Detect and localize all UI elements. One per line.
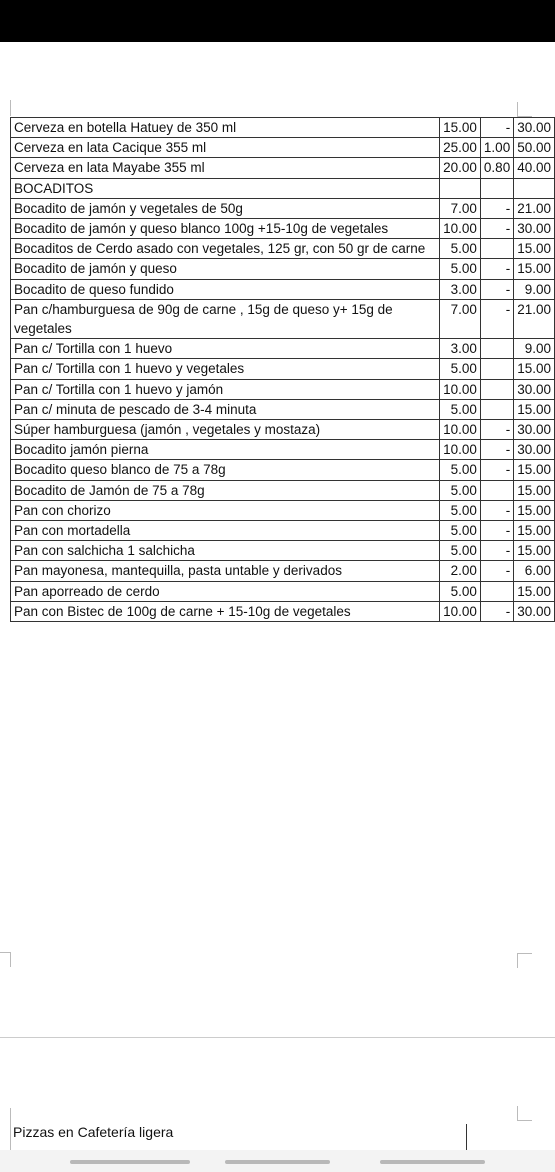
- item-description: Cerveza en botella Hatuey de 350 ml: [11, 118, 440, 138]
- middle-value: [480, 339, 513, 359]
- middle-value: -: [480, 198, 513, 218]
- unit-price: 7.00: [440, 198, 481, 218]
- middle-value: -: [480, 259, 513, 279]
- page-margin-marker: [0, 100, 11, 116]
- middle-value: [480, 178, 513, 198]
- unit-price: 5.00: [440, 399, 481, 419]
- next-page-title: Pizzas en Cafetería ligera: [13, 1124, 174, 1140]
- total-price: 15.00: [514, 259, 555, 279]
- table-row: [11, 158, 555, 178]
- unit-price: 25.00: [440, 138, 481, 158]
- table-row: [11, 601, 555, 621]
- unit-price: 5.00: [440, 239, 481, 259]
- total-price: 30.00: [514, 440, 555, 460]
- table-row: [11, 138, 555, 158]
- unit-price: 10.00: [440, 379, 481, 399]
- table-row: [11, 521, 555, 541]
- item-description: Pan c/ Tortilla con 1 huevo y vegetales: [11, 359, 440, 379]
- table-row: [11, 219, 555, 239]
- middle-value: -: [480, 601, 513, 621]
- item-description: Pan c/hamburguesa de 90g de carne , 15g de queso y+ 15g de vegetales: [11, 299, 440, 338]
- item-description: Pan c/ minuta de pescado de 3-4 minuta: [11, 399, 440, 419]
- table-row: [11, 399, 555, 419]
- table-row: [11, 259, 555, 279]
- middle-value: -: [480, 420, 513, 440]
- unit-price: 5.00: [440, 460, 481, 480]
- item-description: BOCADITOS: [11, 178, 440, 198]
- total-price: 9.00: [514, 279, 555, 299]
- total-price: 30.00: [514, 379, 555, 399]
- unit-price: 7.00: [440, 299, 481, 338]
- item-description: Cerveza en lata Mayabe 355 ml: [11, 158, 440, 178]
- middle-value: -: [480, 219, 513, 239]
- unit-price: 5.00: [440, 359, 481, 379]
- middle-value: -: [480, 440, 513, 460]
- middle-value: 1.00: [480, 138, 513, 158]
- item-description: Bocadito de jamón y queso blanco 100g +15-10g de vegetales: [11, 219, 440, 239]
- unit-price: 20.00: [440, 158, 481, 178]
- table-row: [11, 379, 555, 399]
- middle-value: -: [480, 460, 513, 480]
- item-description: Pan c/ Tortilla con 1 huevo y jamón: [11, 379, 440, 399]
- table-row: [11, 279, 555, 299]
- table-row: [11, 198, 555, 218]
- table-row: [11, 118, 555, 138]
- unit-price: 5.00: [440, 541, 481, 561]
- middle-value: [480, 379, 513, 399]
- page-margin-marker: [10, 1108, 11, 1150]
- unit-price: 3.00: [440, 339, 481, 359]
- unit-price: 5.00: [440, 581, 481, 601]
- item-description: Bocadito de jamón y queso: [11, 259, 440, 279]
- item-description: Pan aporreado de cerdo: [11, 581, 440, 601]
- middle-value: -: [480, 299, 513, 338]
- table-row: [11, 480, 555, 500]
- table-row: [11, 339, 555, 359]
- middle-value: [480, 581, 513, 601]
- total-price: 6.00: [514, 561, 555, 581]
- table-row: [11, 561, 555, 581]
- total-price: 50.00: [514, 138, 555, 158]
- total-price: 30.00: [514, 219, 555, 239]
- item-description: Bocaditos de Cerdo asado con vegetales, 125 gr, con 50 gr de carne: [11, 239, 440, 259]
- unit-price: 5.00: [440, 521, 481, 541]
- middle-value: -: [480, 118, 513, 138]
- total-price: 15.00: [514, 460, 555, 480]
- item-description: Cerveza en lata Cacique 355 ml: [11, 138, 440, 158]
- total-price: 30.00: [514, 420, 555, 440]
- unit-price: 2.00: [440, 561, 481, 581]
- total-price: 15.00: [514, 480, 555, 500]
- total-price: 9.00: [514, 339, 555, 359]
- total-price: 21.00: [514, 198, 555, 218]
- table-row: [11, 440, 555, 460]
- table-row: [11, 420, 555, 440]
- middle-value: [480, 359, 513, 379]
- table-row: [11, 359, 555, 379]
- unit-price: 15.00: [440, 118, 481, 138]
- total-price: 30.00: [514, 118, 555, 138]
- middle-value: [480, 239, 513, 259]
- item-description: Bocadito de Jamón de 75 a 78g: [11, 480, 440, 500]
- item-description: Bocadito de jamón y vegetales de 50g: [11, 198, 440, 218]
- table-border-fragment: [466, 1124, 467, 1152]
- unit-price: [440, 178, 481, 198]
- total-price: 15.00: [514, 541, 555, 561]
- total-price: 15.00: [514, 359, 555, 379]
- middle-value: -: [480, 521, 513, 541]
- table-row: [11, 500, 555, 520]
- item-description: Bocadito jamón pierna: [11, 440, 440, 460]
- total-price: 30.00: [514, 601, 555, 621]
- table-row: [11, 239, 555, 259]
- scroll-indicator: [380, 1160, 485, 1164]
- unit-price: 10.00: [440, 219, 481, 239]
- page-margin-marker: [517, 102, 532, 117]
- table-row: [11, 178, 555, 198]
- item-description: Bocadito queso blanco de 75 a 78g: [11, 460, 440, 480]
- middle-value: -: [480, 279, 513, 299]
- middle-value: [480, 480, 513, 500]
- table-row: [11, 581, 555, 601]
- unit-price: 5.00: [440, 500, 481, 520]
- item-description: Pan c/ Tortilla con 1 huevo: [11, 339, 440, 359]
- unit-price: 10.00: [440, 440, 481, 460]
- total-price: 40.00: [514, 158, 555, 178]
- middle-value: -: [480, 500, 513, 520]
- item-description: Súper hamburguesa (jamón , vegetales y mostaza): [11, 420, 440, 440]
- scroll-indicator: [225, 1160, 330, 1164]
- item-description: Pan con mortadella: [11, 521, 440, 541]
- page-margin-marker: [0, 952, 11, 967]
- item-description: Pan con Bistec de 100g de carne + 15-10g de vegetales: [11, 601, 440, 621]
- total-price: 15.00: [514, 399, 555, 419]
- price-table: [10, 117, 555, 622]
- middle-value: [480, 399, 513, 419]
- table-row: [11, 299, 555, 338]
- item-description: Pan con chorizo: [11, 500, 440, 520]
- next-page: [0, 1038, 555, 1134]
- status-bar: [0, 0, 555, 42]
- total-price: [514, 178, 555, 198]
- item-description: Bocadito de queso fundido: [11, 279, 440, 299]
- scroll-indicator: [70, 1160, 190, 1164]
- unit-price: 10.00: [440, 420, 481, 440]
- middle-value: 0.80: [480, 158, 513, 178]
- page-margin-marker: [517, 1106, 532, 1121]
- table-row: [11, 541, 555, 561]
- middle-value: -: [480, 561, 513, 581]
- unit-price: 5.00: [440, 480, 481, 500]
- table-row: [11, 460, 555, 480]
- unit-price: 3.00: [440, 279, 481, 299]
- total-price: 15.00: [514, 239, 555, 259]
- total-price: 21.00: [514, 299, 555, 338]
- item-description: Pan con salchicha 1 salchicha: [11, 541, 440, 561]
- unit-price: 5.00: [440, 259, 481, 279]
- total-price: 15.00: [514, 581, 555, 601]
- item-description: Pan mayonesa, mantequilla, pasta untable y derivados: [11, 561, 440, 581]
- page-margin-marker: [517, 953, 532, 968]
- total-price: 15.00: [514, 521, 555, 541]
- unit-price: 10.00: [440, 601, 481, 621]
- middle-value: -: [480, 541, 513, 561]
- total-price: 15.00: [514, 500, 555, 520]
